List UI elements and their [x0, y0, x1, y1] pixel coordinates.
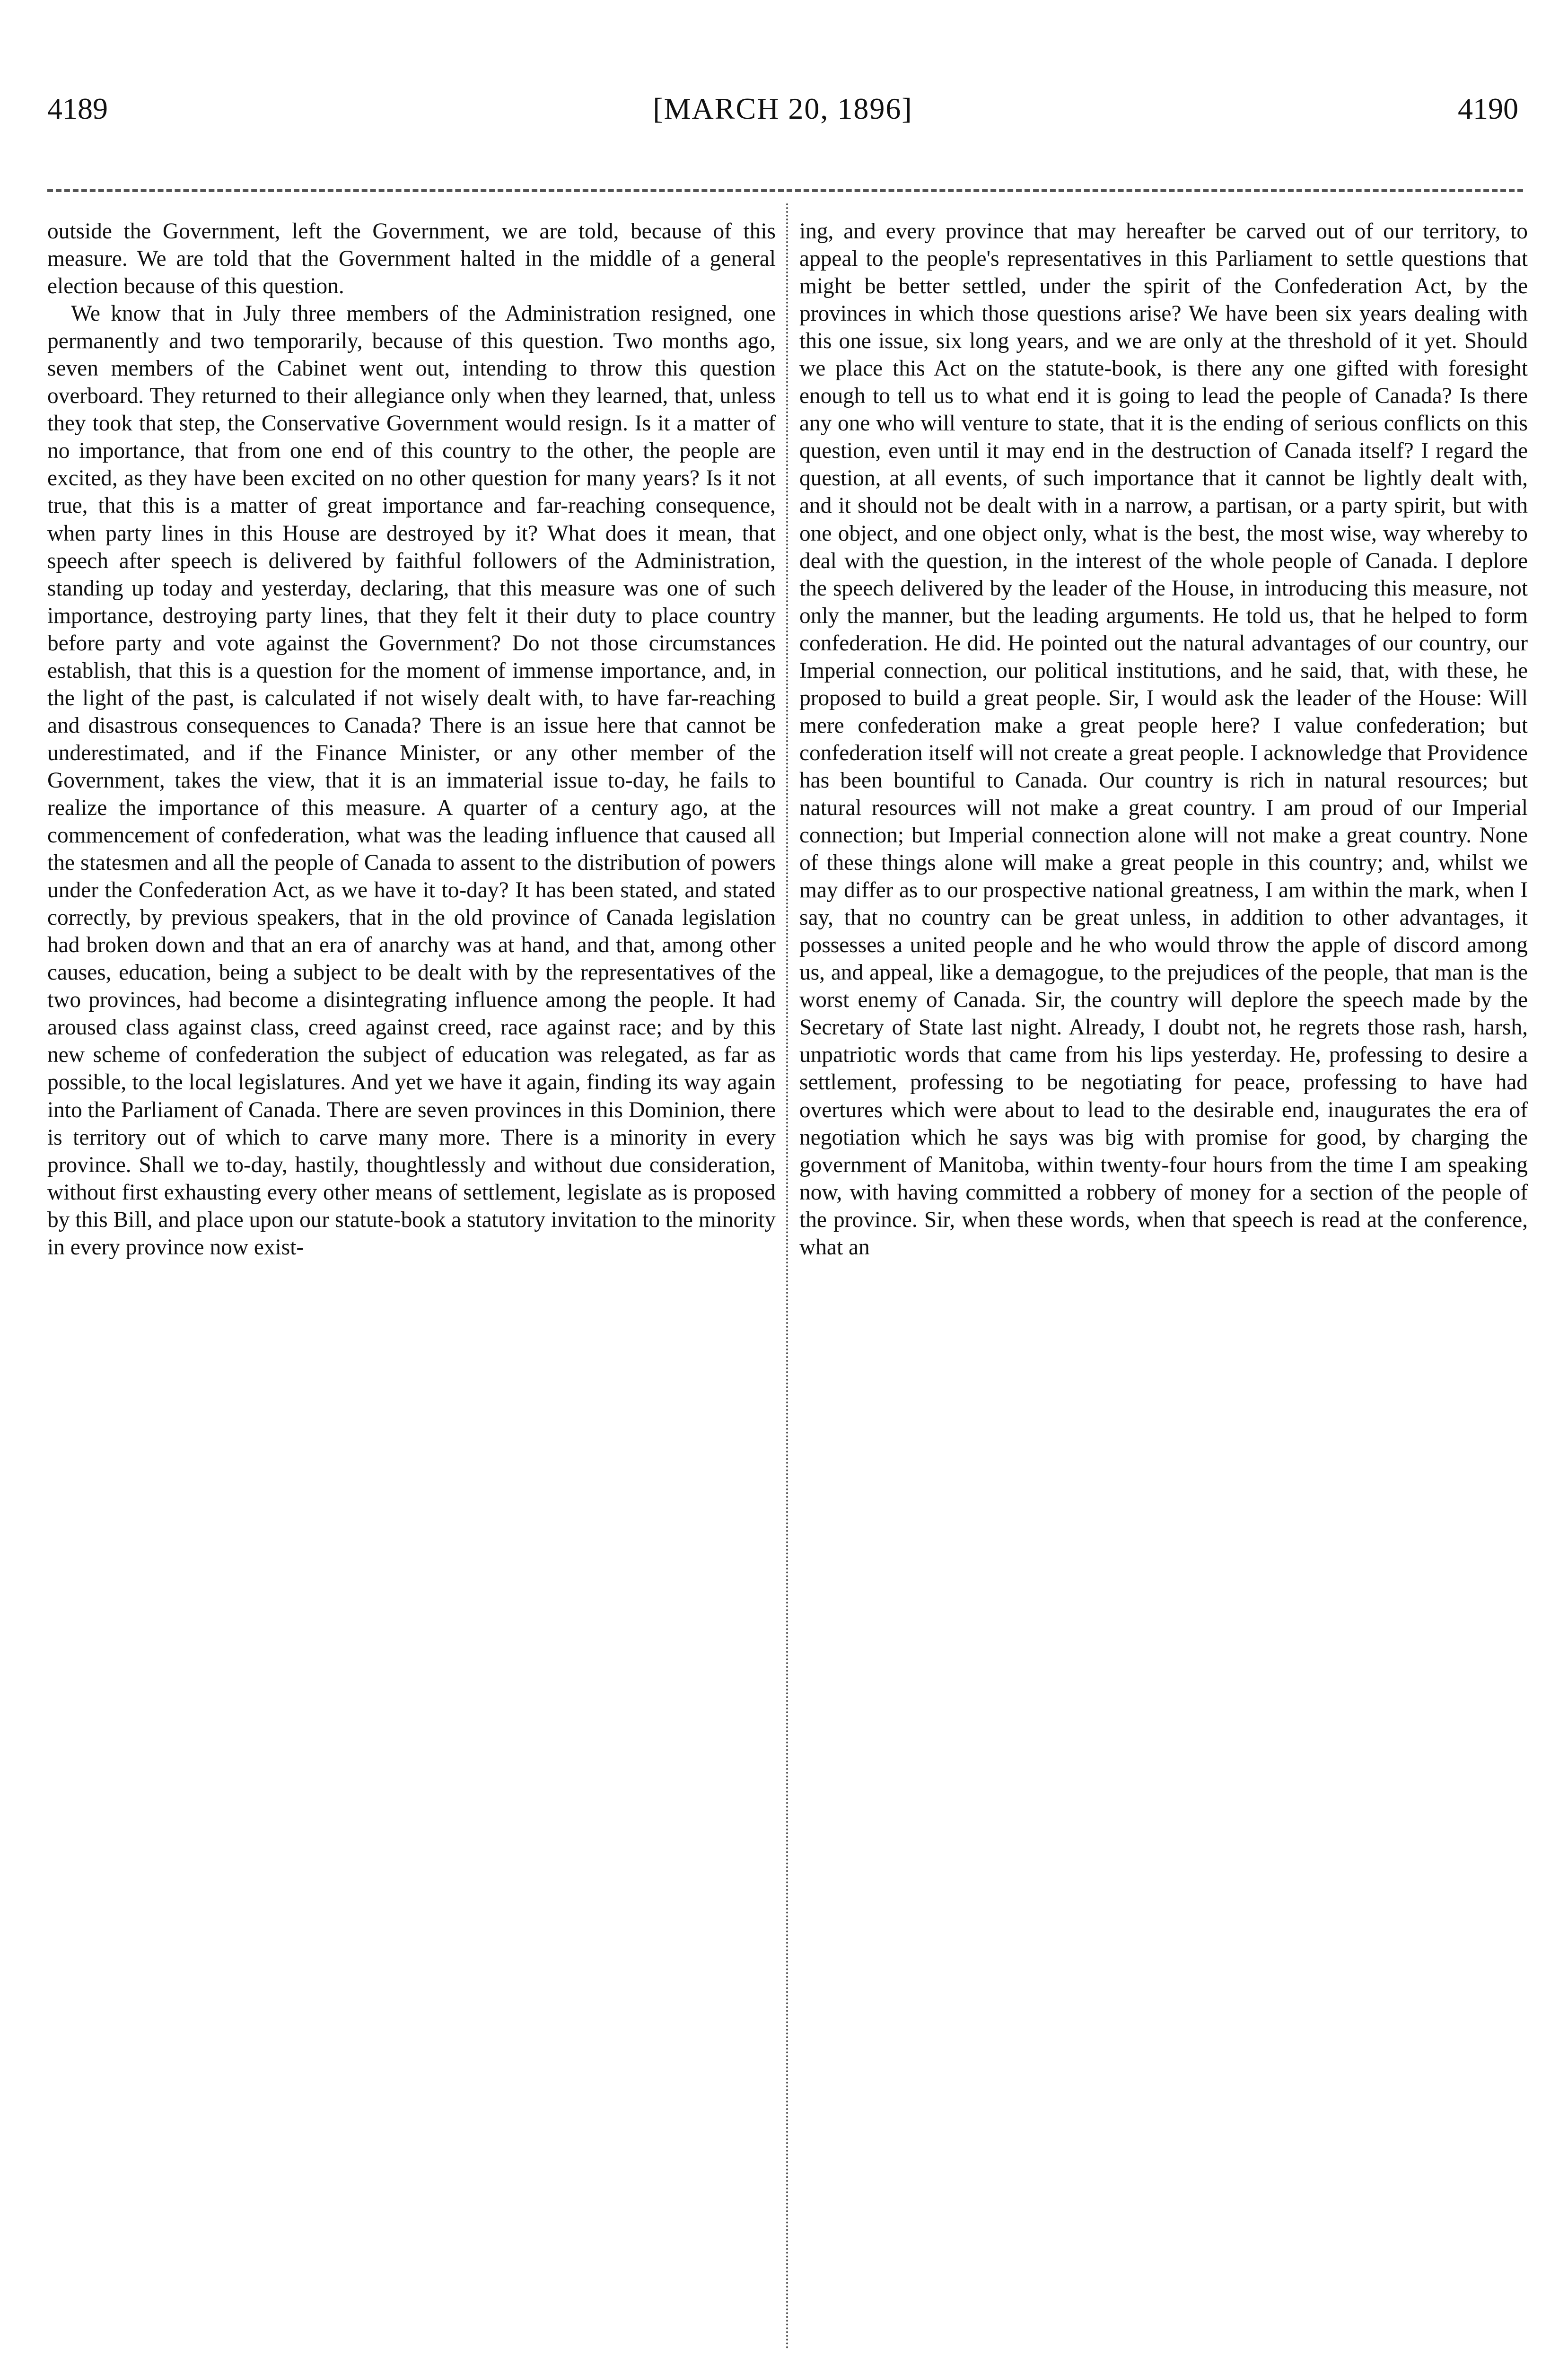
text-column-right — [799, 218, 1528, 1261]
text-column-left — [47, 218, 776, 1261]
paragraph: outside the Government, left the Government, we are told, because of this measure. We are told that the Government halted in the middle of a general election because of this question. — [47, 219, 776, 299]
page-header — [47, 83, 1518, 135]
paragraph: ing, and every province that may hereafter be carved out of our territory, to appeal to the people's representatives in this Parliament to settle questions that might be better settled, under the spirit of the Confederation Act, by the provinces in which those questions arise? We have been six years dealing with this one issue, six long years, and we are only at the threshold of it yet. Should we place this Act on the statute-book, is there any one gifted with foresight enough to tell us to what end it is going to lead the people of Canada? Is there any one who will venture to state, that it is the ending of serious conflicts on this question, even until it may end in the destruction of Canada itself? I regard the question, at all events, of such importance that it cannot be lightly dealt with, and it should not be dealt with in a narrow, a partisan, or a party spirit, but with one object, and one object only, what is the best, the most wise, way whereby to deal with the question, in the interest of the whole people of Canada. I deplore the speech delivered by the leader of the House, in introducing this measure, not only the manner, but the leading arguments. He told us, that he helped to form confederation. He did. He pointed out the natural advantages of our country, our Imperial connection, our political institutions, and he said, that, with these, he proposed to build a great people. Sir, I would ask the leader of the House: Will mere confederation make a great people here? I value confederation; but confederation itself will not create a great people. I acknowledge that Providence has been bountiful to Canada. Our country is rich in natural resources; but natural resources will not make a great country. I am proud of our Imperial connection; but Imperial connection alone will not make a great country. None of these things alone will make a great people in this country; and, whilst we may differ as to our prospective national greatness, I am within the mark, when I say, that no country can be great unless, in addition to other advantages, it possesses a united people and he who would throw the apple of discord among us, and appeal, like a demagogue, to the prejudices of the people, that man is the worst enemy of Canada. Sir, the country will deplore the speech made by the Secretary of State last night. Already, I doubt not, he regrets those rash, harsh, unpatriotic words that came from his lips yesterday. He, professing to desire a settlement, professing to be negotiating for peace, professing to have had overtures which were about to lead to the desirable end, inaugurates the era of negotiation which he says was big with promise for good, by charging the government of Manitoba, within twenty-four hours from the time I am speaking now, with having committed a robbery of money for a section of the people of the province. Sir, when these words, when that speech is read at the conference, what an — [799, 219, 1528, 1260]
page-number-right: 4190 — [1458, 92, 1518, 125]
column-divider — [786, 203, 788, 2351]
page-number-left: 4189 — [47, 92, 108, 125]
page-date: [MARCH 20, 1896] — [653, 92, 913, 125]
header-rule — [47, 189, 1523, 192]
paragraph: We know that in July three members of the Administration resigned, one permanently and two temporarily, because of this question. Two months ago, seven members of the Cabinet went out, intending to throw this question overboard. They returned to their allegiance only when they learned, that, unless they took that step, the Conservative Government would resign. Is it a matter of no importance, that from one end of this country to the other, the people are excited, as they have been excited on no other question for many years? Is it not true, that this is a matter of great importance and far-reaching consequence, when party lines in this House are destroyed by it? What does it mean, that speech after speech is delivered by faithful followers of the Administration, standing up today and yesterday, declaring, that this measure was one of such importance, destroying party lines, that they felt it their duty to place country before party and vote against the Government? Do not those circumstances establish, that this is a question for the moment of immense importance, and, in the light of the past, is calculated if not wisely dealt with, to have far-reaching and disastrous consequences to Canada? There is an issue here that cannot be underestimated, and if the Finance Minister, or any other member of the Government, takes the view, that it is an immaterial issue to-day, he fails to realize the importance of this measure. A quarter of a century ago, at the commencement of confederation, what was the leading influence that caused all the statesmen and all the people of Canada to assent to the distribution of powers under the Confederation Act, as we have it to-day? It has been stated, and stated correctly, by previous speakers, that in the old province of Canada legislation had broken down and that an era of anarchy was at hand, and that, among other causes, education, being a subject to be dealt with by the representatives of the two provinces, had become a disintegrating influence among the people. It had aroused class against class, creed against creed, race against race; and by this new scheme of confederation the subject of education was relegated, as far as possible, to the local legislatures. And yet we have it again, finding its way again into the Parliament of Canada. There are seven provinces in this Dominion, there is territory out of which to carve many more. There is a minority in every province. Shall we to-day, hastily, thoughtlessly and without due consideration, without first exhausting every other means of settlement, legislate as is proposed by this Bill, and place upon our statute-book a statutory invitation to the minority in every province now exist- — [47, 301, 776, 1260]
